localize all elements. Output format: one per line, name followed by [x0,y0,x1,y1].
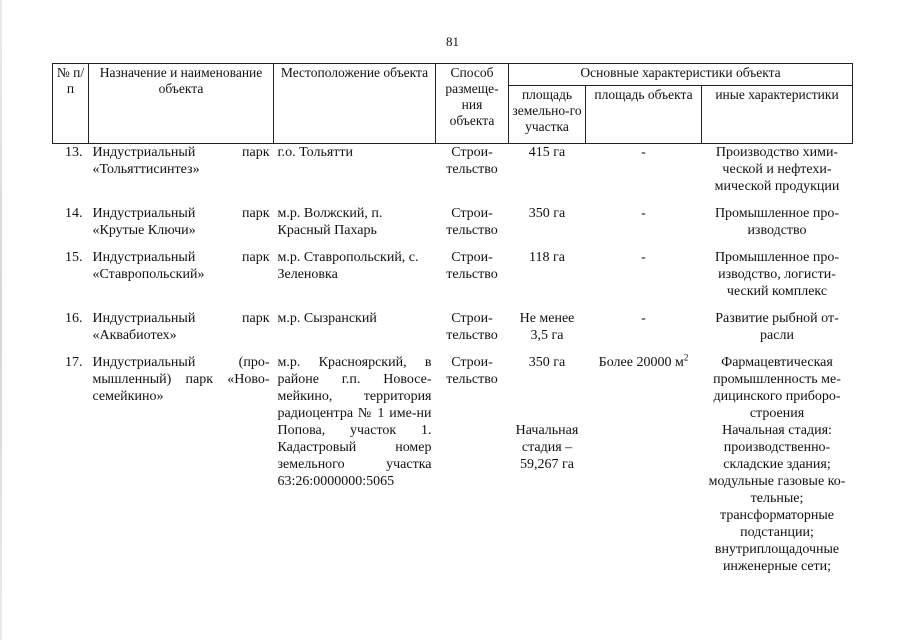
row-obj-area: - [641,250,646,265]
header-location: Местоположение объекта [274,64,436,144]
row-obj-area: - [641,311,646,326]
row-other [702,354,853,575]
obj-area-unit-sup: 2 [683,352,689,363]
table-row [53,354,853,575]
header-main: Основные характеристики объекта [509,64,853,86]
row-land-area: Не менее 3,5 га [519,311,575,343]
obj-area-value: Более 20000 м [598,355,684,370]
row-num: 13. [65,145,83,160]
table-row [53,249,853,310]
row-location: м.р. Ставропольский, с. Зеленовка [277,250,419,282]
name-part: Индустриальный [92,311,196,326]
row-method: Строи-тельство [446,250,498,282]
row-location: м.р. Сызранский [277,311,377,326]
row-name [89,205,274,249]
name-part: «Аквабиотех» [92,328,177,343]
header-other: иные характеристики [702,85,853,143]
objects-table [52,63,853,575]
row-land-area [509,354,586,575]
row-land-area: 118 га [529,250,565,265]
scan-edge [0,0,2,640]
land-area-value: 350 га [528,355,566,370]
name-part: «Крутые Ключи» [92,223,196,238]
header-obj-area: площадь объекта [586,85,702,143]
header-method: Способ размеще-ния объекта [436,64,509,144]
row-land-area: 415 га [528,145,566,160]
row-method: Строи-тельство [446,311,498,343]
row-num: 15. [65,250,83,265]
row-num: 14. [65,206,83,221]
row-name: Индустриальный (про-мышленный) парк «Ново-семейкино» [92,355,270,404]
name-part: парк [241,145,270,160]
row-obj-area [586,354,702,575]
row-location: г.о. Тольятти [277,145,354,160]
row-num: 16. [65,311,83,326]
page-number: 81 [446,34,459,49]
table-row [53,310,853,354]
land-area-initial: Начальная стадия – 59,267 га [515,423,579,472]
row-other: Производство хими-ческой и нефтехи-мической продукции [714,145,840,194]
row-obj-area: - [641,206,646,221]
name-part: «Тольяттисинтез» [92,162,200,177]
row-method: Строи-тельство [446,355,498,387]
name-part: «Ставропольский» [92,267,205,282]
table-row [53,205,853,249]
name-part: Индустриальный [92,250,196,265]
row-method: Строи-тельство [446,206,498,238]
other-initial: Начальная стадия: производственно-складские здания; модульные газовые ко-тельные; трансформаторные подстанции; внутриплощадочные инженерные сети; [708,423,846,574]
row-other: Промышленное про-изводство [714,206,840,238]
name-part: парк [241,206,270,221]
table-row [53,144,853,206]
header-num: № п/п [53,64,89,144]
row-name [89,249,274,310]
row-location: м.р. Красноярский, в районе г.п. Новосе-мейкино, территория радиоцентра № 1 име-ни Попова, участок 1. Кадастровый номер земельного участка 63:26:0000000:5065 [277,355,432,489]
name-part: Индустриальный [92,206,196,221]
row-method: Строи-тельство [446,145,498,177]
header-name: Назначение и наименование объекта [89,64,274,144]
name-part: парк [241,311,270,326]
row-other: Развитие рыбной от-расли [715,311,839,343]
row-name [89,144,274,206]
name-part: парк [241,250,270,265]
name-part: Индустриальный [92,145,196,160]
row-num: 17. [65,355,83,370]
row-obj-area: - [641,145,646,160]
row-name [89,310,274,354]
header-land-area: площадь земельно-го участка [509,85,586,143]
row-location: м.р. Волжский, п. Красный Пахарь [277,206,383,238]
row-other: Промышленное про-изводство, логисти-ческий комплекс [714,250,840,299]
row-land-area: 350 га [528,206,566,221]
other-value: Фармацевтическая промышленность ме-дицинского приборо-строения [713,355,841,421]
